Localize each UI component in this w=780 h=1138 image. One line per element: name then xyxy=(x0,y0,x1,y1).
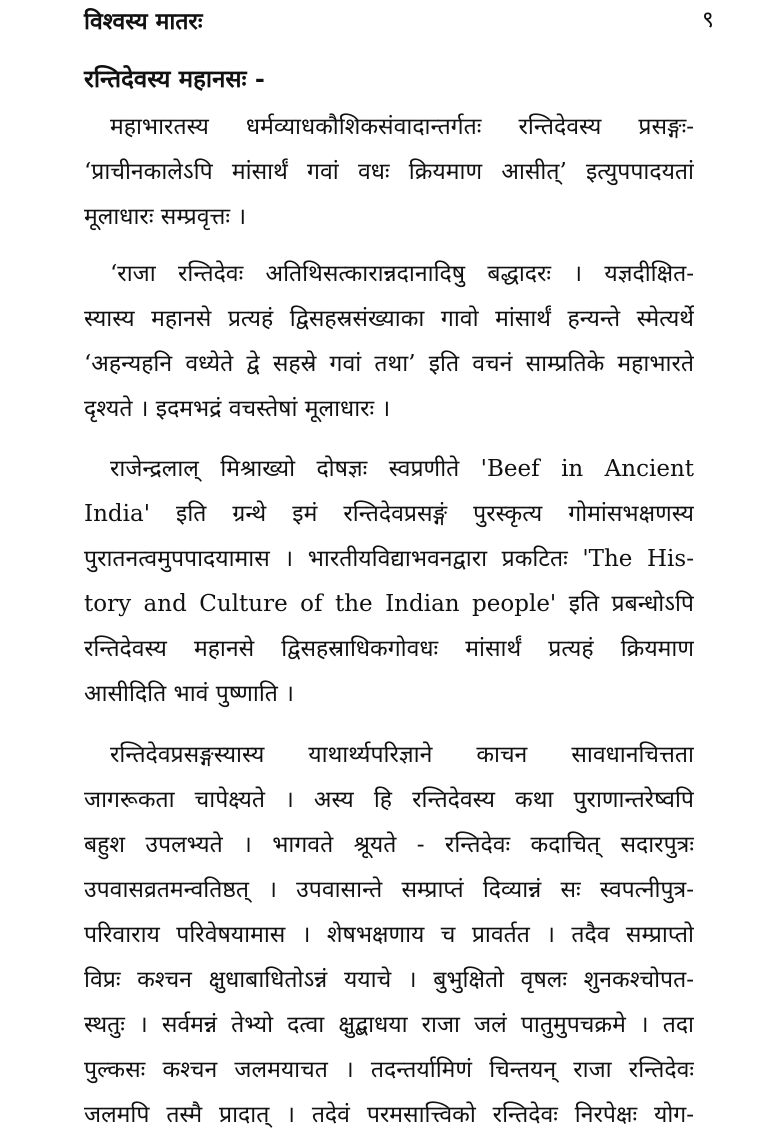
text-line: India' इति ग्रन्थे इमं रन्तिदेवप्रसङ्गं पुरस्कृत्य गोमांसभक्षणस्य xyxy=(84,501,694,527)
paragraph-1 xyxy=(84,105,694,240)
text-line: दृश्यते । इदमभद्रं वचस्तेषां मूलाधारः । xyxy=(84,396,391,422)
text-line: रन्तिदेवस्य महानसे द्विसहस्राधिकगोवधः मांसार्थं प्रत्यहं क्रियमाण xyxy=(84,636,694,662)
text-line: रन्तिदेवप्रसङ्गस्यास्य याथार्थ्यपरिज्ञाने काचन सावधानचित्तता xyxy=(110,742,694,768)
text-line: स्थतुः । सर्वमन्नं तेभ्यो दत्वा क्षुद्बाधया राजा जलं पातुमुपचक्रमे । तदा xyxy=(84,1012,694,1038)
text-line: बहुश उपलभ्यते । भागवते श्रूयते - रन्तिदेवः कदाचित् सदारपुत्रः xyxy=(84,832,694,858)
text-line: ‘राजा रन्तिदेवः अतिथिसत्कारान्नदानादिषु बद्धादरः । यज्ञदीक्षित- xyxy=(110,261,694,287)
text-line: महाभारतस्य धर्मव्याधकौशिकसंवादान्तर्गतः रन्तिदेवस्य प्रसङ्गः- xyxy=(110,114,694,140)
text-line: पुरातनत्वमुपपादयामास । भारतीयविद्याभवनद्वारा प्रकटितः 'The His- xyxy=(84,546,694,572)
text-line: विप्रः कश्चन क्षुधाबाधितोऽन्नं ययाचे । बुभुक्षितो वृषलः शुनकश्चोपत- xyxy=(84,967,694,993)
section-heading: रन्तिदेवस्य महानसः - xyxy=(84,64,265,93)
page-header xyxy=(84,0,714,38)
paragraph-4 xyxy=(84,733,694,1138)
text-line: जलमपि तस्मै प्रादात् । तदेवं परमसात्त्विको रन्तिदेवः निरपेक्षः योग- xyxy=(84,1102,694,1128)
text-line: आसीदिति भावं पुष्णाति । xyxy=(84,681,294,707)
text-line: ‘प्राचीनकालेऽपि मांसार्थं गवां वधः क्रियमाण आसीत्’ इत्युपपादयतां xyxy=(84,159,694,185)
running-title: विश्वस्य मातरः xyxy=(84,8,203,35)
text-line: पुल्कसः कश्चन जलमयाचत । तदन्तर्यामिणं चिन्तयन् राजा रन्तिदेवः xyxy=(84,1057,694,1083)
text-line: स्यास्य महानसे प्रत्यहं द्विसहस्रसंख्याका गावो मांसार्थं हन्यन्ते स्मेत्यर्थे xyxy=(84,306,694,332)
text-line: tory and Culture of the Indian people' इति प्रबन्धोऽपि xyxy=(84,591,694,617)
text-line: उपवासव्रतमन्वतिष्ठत् । उपवासान्ते सम्प्राप्तं दिव्यान्नं सः स्वपत्नीपुत्र- xyxy=(84,877,694,903)
page-number: ९ xyxy=(702,7,714,33)
text-line: परिवाराय परिवेषयामास । शेषभक्षणाय च प्रावर्तत । तदैव सम्प्राप्तो xyxy=(84,922,694,948)
paragraph-3 xyxy=(84,447,694,717)
text-line: जागरूकता चापेक्ष्यते । अस्य हि रन्तिदेवस्य कथा पुराणान्तरेष्वपि xyxy=(84,787,694,813)
text-line: ‘अहन्यहनि वध्येते द्वे सहस्रे गवां तथा’ इति वचनं साम्प्रतिके महाभारते xyxy=(84,351,694,377)
text-line: राजेन्द्रलाल् मिश्राख्यो दोषज्ञः स्वप्रणीते 'Beef in Ancient xyxy=(110,456,694,482)
text-line: मूलाधारः सम्प्रवृत्तः । xyxy=(84,204,247,230)
paragraph-2 xyxy=(84,252,694,432)
